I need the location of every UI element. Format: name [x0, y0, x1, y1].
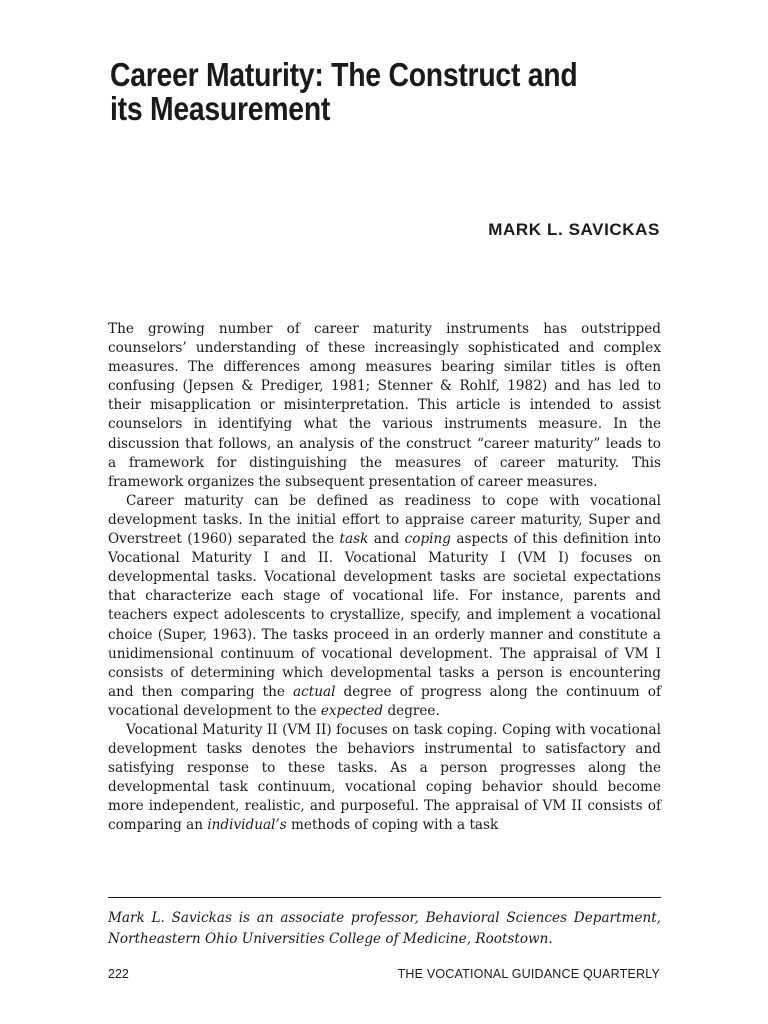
paragraph-2-text-a: Career maturity can be defined as readiness to cope with vocational development tasks. In the initial effort to appraise career maturity, Super and Overstreet (1960) separated the [108, 492, 661, 548]
article-title: Career Maturity: The Construct and its Measurement [110, 56, 578, 127]
emphasis-actual: actual [293, 683, 336, 700]
paragraph-2-text-e: degree. [383, 702, 440, 719]
page-number: 222 [108, 967, 129, 981]
article-body [108, 320, 661, 836]
paragraph-1: The growing number of career maturity instruments has outstripped counselors’ understanding of these increasingly sophisticated and complex measures. The differences among measures bearing similar titles is often confusing (Jepsen & Prediger, 1981; Stenner & Rohlf, 1982) and has led to their misapplication or misinterpretation. This article is intended to assist counselors in identifying what the various instruments measure. In the discussion that follows, an analysis of the construct “career maturity” leads to a framework for distinguishing the measures of career maturity. This framework organizes the subsequent presentation of career measures. [108, 321, 661, 490]
running-head: THE VOCATIONAL GUIDANCE QUARTERLY [397, 967, 660, 981]
paragraph-3-text-b: methods of coping with a task [286, 817, 499, 834]
author-name: MARK L. SAVICKAS [488, 220, 660, 239]
emphasis-coping: coping [404, 531, 451, 548]
paragraph-2-text-c: aspects of this definition into Vocational Maturity I and II. Vocational Maturity I (VM I) focuses on developmental tasks. Vocational development tasks are societal expectations that characterize each stage of vocational life. For instance, parents and teachers expect adolescents to crystallize, specify, and implement a vocational choice (Super, 1963). The tasks proceed in an orderly manner and constitute a unidimensional continuum of vocational development. The appraisal of VM I consists of determining which developmental tasks a person is encountering and then comparing the [108, 531, 661, 700]
paragraph-2-text-b: and [368, 531, 405, 548]
emphasis-task: task [339, 531, 369, 548]
footnote-divider [108, 897, 661, 898]
paragraph-2-text-d: degree of progress along the continuum of vocational development to the [108, 683, 662, 719]
author-footnote: Mark L. Savickas is an associate professor, Behavioral Sciences Department, Northeastern Ohio Universities College of Medicine, Rootstown. [108, 910, 661, 947]
paragraph-3 [108, 721, 661, 836]
emphasis-expected: expected [320, 702, 384, 719]
paragraph-2 [108, 492, 661, 721]
emphasis-individuals: individual’s [207, 817, 287, 834]
paragraph-3-text-a: Vocational Maturity II (VM II) focuses on task coping. Coping with vocational development tasks denotes the behaviors instrumental to satisfactory and satisfying response to these tasks. As a person progresses along the developmental task continuum, vocational coping behavior should become more independent, realistic, and purposeful. The appraisal of VM II consists of comparing an [108, 721, 661, 834]
